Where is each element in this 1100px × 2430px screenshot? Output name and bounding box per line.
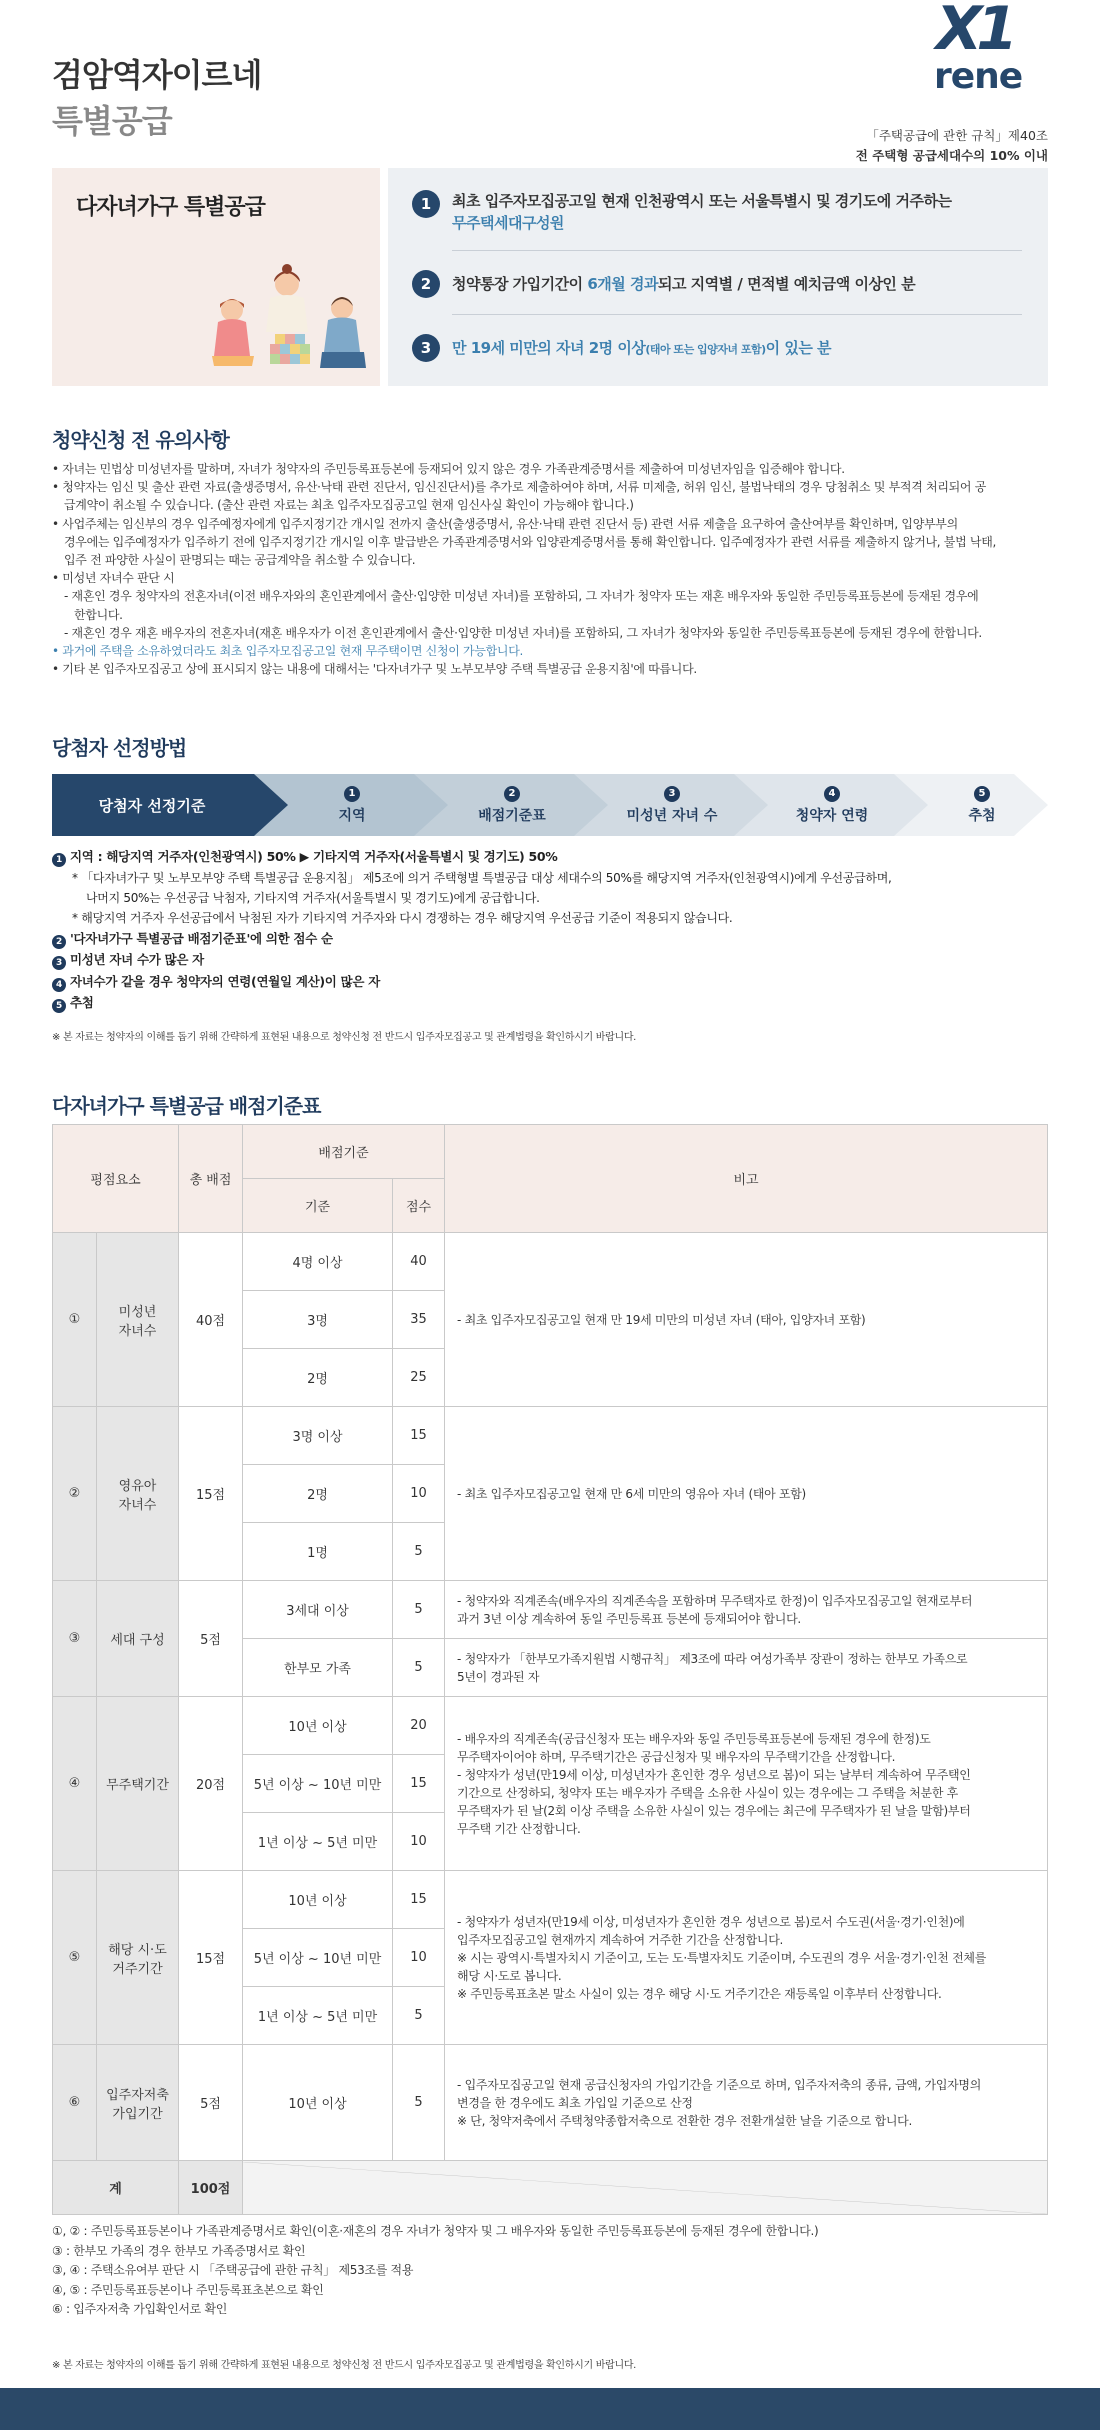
table-row: ③ 세대 구성 5점 3세대 이상 5 - 청약자와 직계존속(배우자의 직계존속을 포함하며 무주택자로 한정)이 입주자모집공고일 현재로부터 과거 3년 이상 계속하여 동일 주민등록표 등본에 등재되어야 합니다. <box>53 1581 1048 1639</box>
step-score-table: 2 배점기준표 <box>442 774 582 836</box>
table-row: 2명 10 <box>53 1465 1048 1523</box>
rule-item: 1 지역 : 해당지역 거주자(인천광역시) 50% ▶ 기타지역 거주자(서울특별시 및 경기도) 50% <box>52 846 1052 868</box>
family-illustration <box>202 260 372 380</box>
table-row: 3명 35 <box>53 1291 1048 1349</box>
table-row: ④ 무주택기간 20점 10년 이상 20 - 배우자의 직계존속(공급신청자 또는 배우자와 동일 주민등록표등본에 등재된 경우에 한정)도 무주택자이어야 하며, 무주택기간은 공급신청자 및 배우자의 무주택기간을 산정합니다. - 청약자가 성년(만19세 이상, 미성년자가 혼인한 경우 성년으로 봄)이 되는 날부터 계속하여 무주택인 기간으로 산정하되, 청약자 또는 배우자가 주택을 소유한 사실이 있는 경우에는 그 주택을 처분한 후 무주택자가 된 날(2회 이상 주택을 소유한 사실이 있는 경우에는 최근에 무주택자가 된 날을 말함)부터 무주택 기간 산정합니다. <box>53 1697 1048 1755</box>
footnote: ⑥ : 입주자저축 가입확인서로 확인 <box>52 2302 228 2316</box>
table-row: 한부모 가족 5 - 청약자가 「한부모가족지원법 시행규칙」 제3조에 따라 여성가족부 장관이 정하는 한부모 가족으로 5년이 경과된 자 <box>53 1639 1048 1697</box>
condition-number: 1 <box>412 190 440 218</box>
notice-item: • 미성년 자녀수 판단 시 <box>52 571 175 586</box>
header-points: 점수 <box>393 1179 445 1233</box>
condition-text: 이 있는 분 <box>765 339 832 357</box>
table-row: ⑥ 입주자저축 가입기간 5점 10년 이상 5 - 입주자모집공고일 현재 공급신청자의 가입기간을 기준으로 하며, 입주자저축의 종류, 금액, 가입자명의 변경을 한 경우에도 최초 가입일 기준으로 산정 ※ 단, 청약저축에서 주택청약종합저축으로 전환한 경우 전환개설한 날을 기준으로 합니다. <box>53 2045 1048 2161</box>
notice-item: • 기타 본 입주자모집공고 상에 표시되지 않는 내용에 대해서는 '다자녀가구 및 노부모부양 주택 특별공급 운용지침'에 따릅니다. <box>52 662 697 677</box>
supply-ratio: 전 주택형 공급세대수의 10% 이내 <box>855 148 1048 163</box>
notice-item: 급계약이 취소될 수 있습니다. (출산 관련 자료는 최초 입주자모집공고일 현재 임신사실 확인이 가능해야 합니다.) <box>64 498 634 513</box>
rule-subnote: * 해당지역 거주자 우선공급에서 낙첨된 자가 기타지역 거주자와 다시 경쟁하는 경우 해당지역 우선공급 기준이 적용되지 않습니다. <box>72 910 733 925</box>
notice-item: • 과거에 주택을 소유하였더라도 최초 입주자모집공고일 현재 무주택이면 신청이 가능합니다. <box>52 644 524 659</box>
table-row: 2명 25 <box>53 1349 1048 1407</box>
step-lottery: 5 추첨 <box>922 774 1042 836</box>
notice-title: 청약신청 전 유의사항 <box>52 428 229 452</box>
footnote: ③ : 한부모 가족의 경우 한부모 가족증명서로 확인 <box>52 2243 306 2258</box>
step-applicant-age: 4 청약자 연령 <box>762 774 902 836</box>
footnotes <box>52 2222 818 2320</box>
eligibility-condition-1 <box>412 190 1022 234</box>
rule-item: 4 자녀수가 같을 경우 청약자의 연령(연월일 계산)이 많은 자 <box>52 971 1052 993</box>
notice-item: - 재혼인 경우 청약자의 전혼자녀(이전 배우자와의 혼인관계에서 출산·입양한 미성년 자녀)를 포함하되, 그 자녀가 청약자 또는 재혼 배우자와 동일한 주민등록표등본에 등재된 경우에 <box>64 589 979 604</box>
eligibility-condition-3 <box>412 334 1022 362</box>
table-row: 5년 이상 ~ 10년 미만 10 <box>53 1929 1048 1987</box>
table-row: 1명 5 <box>53 1523 1048 1581</box>
header-remarks: 비고 <box>445 1125 1048 1233</box>
condition-highlight: 만 19세 미만의 자녀 2명 이상 <box>452 339 646 357</box>
header-total: 총 배점 <box>179 1125 243 1233</box>
rule-reference: 「주택공급에 관한 규칙」제40조 <box>866 128 1048 143</box>
step-region: 1 지역 <box>282 774 422 836</box>
logo-wordmark: rene <box>934 56 1023 97</box>
hero-card <box>52 168 380 386</box>
empty-diagonal-cell <box>243 2161 1048 2215</box>
header-criteria: 배점기준 <box>243 1125 445 1179</box>
table-row: 1년 이상 ~ 5년 미만 10 <box>53 1813 1048 1871</box>
table-row: ② 영유아 자녀수 15점 3명 이상 15 - 최초 입주자모집공고일 현재 만 6세 미만의 영유아 자녀 (태아 포함) <box>53 1407 1048 1465</box>
divider <box>452 314 1022 315</box>
bottom-disclaimer: ※ 본 자료는 청약자의 이해를 돕기 위해 간략하게 표현된 내용으로 청약신청 전 반드시 입주자모집공고 및 관계법령을 확인하시기 바랍니다. <box>52 2360 637 2371</box>
table-row: ① 미성년 자녀수 40점 4명 이상 40 - 최초 입주자모집공고일 현재 만 19세 미만의 미성년 자녀 (태아, 입양자녀 포함) <box>53 1233 1048 1291</box>
notice-item: • 청약자는 임신 및 출산 관련 자료(출생증명서, 유산·낙태 관련 진단서, 임신진단서)를 추가로 제출하여야 하며, 서류 미제출, 허위 임신, 불법낙태의 경우 당첨취소 및 부적격 처리되어 공 <box>52 480 987 495</box>
notice-item: - 재혼인 경우 재혼 배우자의 전혼자녀(재혼 배우자가 이전 혼인관계에서 출산·입양한 미성년 자녀)를 포함하되, 그 자녀가 청약자와 동일한 주민등록표등본에 등재된 경우에 한합니다. <box>64 625 982 640</box>
notice-item: • 자녀는 민법상 미성년자를 말하며, 자녀가 청약자의 주민등록표등본에 등재되어 있지 않은 경우 가족관계증명서를 제출하여 미성년자임을 입증해야 합니다. <box>52 462 845 476</box>
selection-rules <box>52 846 1052 1014</box>
step-minor-children: 3 미성년 자녀 수 <box>602 774 742 836</box>
footnote: ④, ⑤ : 주민등록표등본이나 주민등록표초본으로 확인 <box>52 2282 324 2297</box>
footer-bar <box>0 2388 1100 2430</box>
notice-item: 한합니다. <box>74 607 123 622</box>
divider <box>452 250 1022 251</box>
notice-list <box>52 460 1052 678</box>
rule-subnote: 나머지 50%는 우선공급 낙첨자, 기타지역 거주자(서울특별시 및 경기도)에게 공급합니다. <box>86 890 540 905</box>
table-row: ⑤ 해당 시·도 거주기간 15점 10년 이상 15 - 청약자가 성년자(만19세 이상, 미성년자가 혼인한 경우 성년으로 봄)로서 수도권(서울·경기·인천)에 입주자모집공고일 현재까지 계속하여 거주한 기간을 산정합니다. ※ 시는 광역시·특별자치시 기준이고, 도는 도·특별자치도 기준이며, 수도권의 경우 서울·경기·인천 전체를 해당 시·도로 봅니다. ※ 주민등록표초본 말소 사실이 있는 경우 해당 시·도 거주기간은 재등록일 이후부터 산정합니다. <box>53 1871 1048 1929</box>
condition-note: (태아 또는 입양자녀 포함) <box>645 343 766 356</box>
notice-item: 입주 전 파양한 사실이 판명되는 때는 공급계약을 취소할 수 있습니다. <box>64 553 416 568</box>
disclaimer: ※ 본 자료는 청약자의 이해를 돕기 위해 간략하게 표현된 내용으로 청약신청 전 반드시 입주자모집공고 및 관계법령을 확인하시기 바랍니다. <box>52 1032 637 1043</box>
brand-logo <box>930 0 1050 100</box>
page-subtitle: 특별공급 <box>52 102 172 140</box>
footnote: ①, ② : 주민등록표등본이나 가족관계증명서로 확인(이혼·재혼의 경우 자녀가 청약자 및 그 배우자와 동일한 주민등록표등본에 등재된 경우에 한합니다.) <box>52 2224 819 2238</box>
header-factor: 평점요소 <box>53 1125 179 1233</box>
score-table <box>52 1124 1048 2215</box>
eligibility-panel <box>388 168 1048 386</box>
condition-text: 최초 입주자모집공고일 현재 인천광역시 또는 서울특별시 및 경기도에 거주하는 <box>452 192 952 210</box>
table-row: 1년 이상 ~ 5년 미만 5 <box>53 1987 1048 2045</box>
condition-highlight: 6개월 경과 <box>587 275 658 293</box>
condition-highlight: 무주택세대구성원 <box>452 214 564 232</box>
rule-subnote: * 「다자녀가구 및 노부모부양 주택 특별공급 운용지침」 제5조에 의거 주택형별 특별공급 대상 세대수의 50%를 해당지역 거주자(인천광역시)에게 우선공급하며, <box>72 870 892 885</box>
hero-title: 다자녀가구 특별공급 <box>76 195 265 220</box>
page-title: 검암역자이르네 <box>52 56 262 94</box>
header-basis: 기준 <box>243 1179 393 1233</box>
condition-number: 3 <box>412 334 440 362</box>
score-table-title: 다자녀가구 특별공급 배점기준표 <box>52 1094 321 1118</box>
notice-item: 경우에는 입주예정자가 입주하기 전에 입주지정기간 개시일 이후 발급받은 가족관계증명서와 입양관계증명서를 통해 확인합니다. 입주예정자가 관련 서류를 제출하지 않거나, 불법 낙태, <box>64 534 997 549</box>
condition-text: 되고 지역별 / 면적별 예치금액 이상인 분 <box>657 275 916 293</box>
condition-text: 청약통장 가입기간이 <box>452 275 588 293</box>
rule-item: 3 미성년 자녀 수가 많은 자 <box>52 949 1052 971</box>
step-header: 당첨자 선정기준 <box>98 796 206 815</box>
selection-title: 당첨자 선정방법 <box>52 736 187 760</box>
condition-number: 2 <box>412 270 440 298</box>
selection-steps <box>52 774 1048 836</box>
footnote: ③, ④ : 주택소유여부 판단 시 「주택공급에 관한 규칙」 제53조를 적용 <box>52 2263 414 2277</box>
rule-item: 2 '다자녀가구 특별공급 배점기준표'에 의한 점수 순 <box>52 928 1052 950</box>
table-total-row: 계 100점 <box>53 2161 1048 2215</box>
notice-item: • 사업주체는 임신부의 경우 입주예정자에게 입주지정기간 개시일 전까지 출산(출생증명서, 유산·낙태 관련 진단서 등) 관련 서류 제출을 요구하여 출산여부를 확인하며, 입양부부의 <box>52 516 958 531</box>
rule-item: 5 추첨 <box>52 992 1052 1014</box>
eligibility-condition-2 <box>412 270 1022 298</box>
logo-mark: X1 <box>936 0 1013 64</box>
table-row: 5년 이상 ~ 10년 미만 15 <box>53 1755 1048 1813</box>
